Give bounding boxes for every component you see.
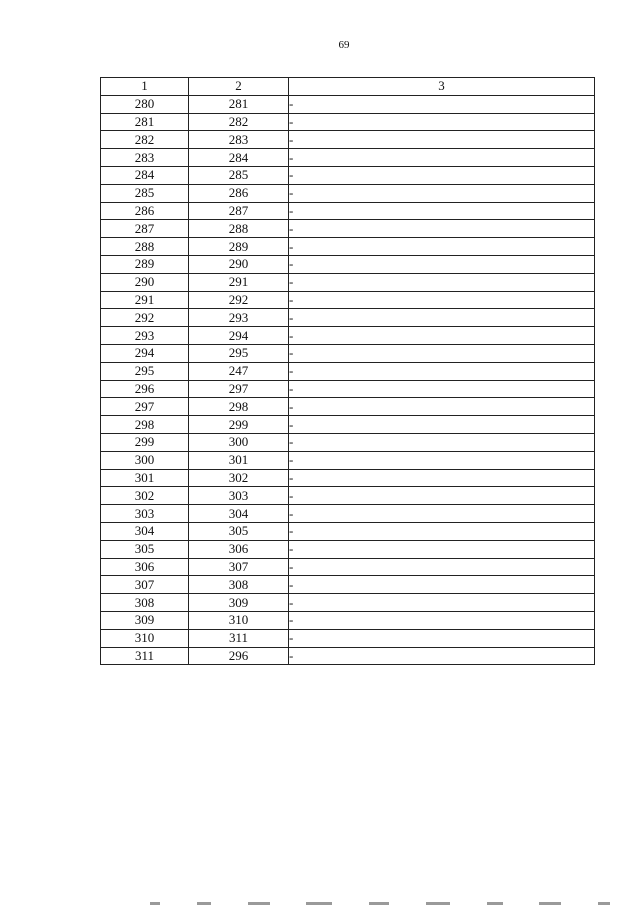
header-row xyxy=(101,78,595,96)
table-cell-col1: 293 xyxy=(101,327,189,345)
table-cell-col1: 309 xyxy=(101,611,189,629)
table-cell-col3: - xyxy=(289,433,595,451)
table-cell-col3: - xyxy=(289,558,595,576)
table-row xyxy=(101,398,595,416)
table-cell-col2: 284 xyxy=(189,149,289,167)
table-cell-col2: 286 xyxy=(189,184,289,202)
table-cell-col1: 300 xyxy=(101,451,189,469)
table-cell-col3: - xyxy=(289,380,595,398)
table-cell-col3: - xyxy=(289,166,595,184)
table-cell-col3: - xyxy=(289,113,595,131)
table-cell-col2: 281 xyxy=(189,95,289,113)
table-row xyxy=(101,647,595,665)
table-row xyxy=(101,611,595,629)
table-cell-col1: 298 xyxy=(101,416,189,434)
table-cell-col3: - xyxy=(289,309,595,327)
table-row xyxy=(101,131,595,149)
table-cell-col2: 247 xyxy=(189,362,289,380)
table-row xyxy=(101,95,595,113)
table-cell-col1: 290 xyxy=(101,273,189,291)
table-cell-col3: - xyxy=(289,95,595,113)
table-cell-col1: 299 xyxy=(101,433,189,451)
table-cell-col2: 309 xyxy=(189,594,289,612)
table-cell-col2: 308 xyxy=(189,576,289,594)
table-cell-col3: - xyxy=(289,273,595,291)
table-row xyxy=(101,505,595,523)
table-cell-col1: 308 xyxy=(101,594,189,612)
table-row xyxy=(101,540,595,558)
table-cell-col2: 310 xyxy=(189,611,289,629)
table-row xyxy=(101,309,595,327)
table-cell-col3: - xyxy=(289,611,595,629)
table-row xyxy=(101,380,595,398)
table-cell-col2: 300 xyxy=(189,433,289,451)
table-row xyxy=(101,327,595,345)
table-cell-col3: - xyxy=(289,594,595,612)
table-cell-col3: - xyxy=(289,220,595,238)
table-cell-col1: 292 xyxy=(101,309,189,327)
table-row xyxy=(101,451,595,469)
table-row xyxy=(101,273,595,291)
table-cell-col1: 296 xyxy=(101,380,189,398)
table-cell-col1: 286 xyxy=(101,202,189,220)
table-cell-col1: 288 xyxy=(101,238,189,256)
table-cell-col2: 292 xyxy=(189,291,289,309)
table-cell-col3: - xyxy=(289,451,595,469)
table-cell-col2: 306 xyxy=(189,540,289,558)
table-body xyxy=(101,95,595,665)
table-cell-col3: - xyxy=(289,291,595,309)
table-cell-col2: 288 xyxy=(189,220,289,238)
table-row xyxy=(101,344,595,362)
table-row xyxy=(101,433,595,451)
table-row xyxy=(101,166,595,184)
table-cell-col1: 303 xyxy=(101,505,189,523)
table-cell-col3: - xyxy=(289,149,595,167)
page-number: 69 xyxy=(338,39,350,51)
table-cell-col2: 303 xyxy=(189,487,289,505)
table-cell-col2: 302 xyxy=(189,469,289,487)
table-cell-col2: 285 xyxy=(189,166,289,184)
table-cell-col1: 294 xyxy=(101,344,189,362)
table-cell-col2: 294 xyxy=(189,327,289,345)
column-header-1: 1 xyxy=(101,78,189,96)
footer-scan-marks xyxy=(150,896,610,905)
table-cell-col1: 311 xyxy=(101,647,189,665)
table-row xyxy=(101,362,595,380)
data-table xyxy=(100,77,595,665)
table-row xyxy=(101,220,595,238)
table-cell-col2: 304 xyxy=(189,505,289,523)
table-cell-col1: 285 xyxy=(101,184,189,202)
table-row xyxy=(101,291,595,309)
table-cell-col2: 299 xyxy=(189,416,289,434)
table-cell-col3: - xyxy=(289,398,595,416)
table-row xyxy=(101,202,595,220)
table-cell-col3: - xyxy=(289,344,595,362)
table-cell-col1: 301 xyxy=(101,469,189,487)
table-cell-col2: 301 xyxy=(189,451,289,469)
table-cell-col2: 297 xyxy=(189,380,289,398)
table-row xyxy=(101,594,595,612)
table-cell-col1: 289 xyxy=(101,255,189,273)
table-cell-col1: 281 xyxy=(101,113,189,131)
table-cell-col3: - xyxy=(289,202,595,220)
table-cell-col3: - xyxy=(289,131,595,149)
table-cell-col3: - xyxy=(289,522,595,540)
table-row xyxy=(101,558,595,576)
table-row xyxy=(101,184,595,202)
table-row xyxy=(101,255,595,273)
table-cell-col1: 307 xyxy=(101,576,189,594)
table-row xyxy=(101,487,595,505)
table-cell-col3: - xyxy=(289,327,595,345)
table-row xyxy=(101,576,595,594)
table-cell-col2: 305 xyxy=(189,522,289,540)
table-row xyxy=(101,469,595,487)
table-cell-col1: 291 xyxy=(101,291,189,309)
table-cell-col1: 284 xyxy=(101,166,189,184)
table-cell-col2: 287 xyxy=(189,202,289,220)
table-cell-col2: 291 xyxy=(189,273,289,291)
table-cell-col1: 295 xyxy=(101,362,189,380)
table-cell-col3: - xyxy=(289,362,595,380)
table-cell-col3: - xyxy=(289,255,595,273)
table-cell-col2: 296 xyxy=(189,647,289,665)
table-row xyxy=(101,149,595,167)
column-header-2: 2 xyxy=(189,78,289,96)
table-cell-col1: 282 xyxy=(101,131,189,149)
table-cell-col2: 295 xyxy=(189,344,289,362)
table-cell-col2: 298 xyxy=(189,398,289,416)
table-cell-col2: 289 xyxy=(189,238,289,256)
table-cell-col2: 311 xyxy=(189,629,289,647)
table-cell-col3: - xyxy=(289,576,595,594)
table-cell-col3: - xyxy=(289,487,595,505)
table-row xyxy=(101,522,595,540)
table-cell-col1: 287 xyxy=(101,220,189,238)
table-header xyxy=(101,78,595,96)
table-cell-col1: 302 xyxy=(101,487,189,505)
table-cell-col3: - xyxy=(289,238,595,256)
table-cell-col1: 283 xyxy=(101,149,189,167)
table-cell-col3: - xyxy=(289,540,595,558)
table-cell-col1: 297 xyxy=(101,398,189,416)
table-cell-col1: 304 xyxy=(101,522,189,540)
table-cell-col2: 283 xyxy=(189,131,289,149)
column-header-3: 3 xyxy=(289,78,595,96)
table-cell-col2: 307 xyxy=(189,558,289,576)
table-cell-col1: 280 xyxy=(101,95,189,113)
table-cell-col3: - xyxy=(289,647,595,665)
table-row xyxy=(101,416,595,434)
table-cell-col1: 310 xyxy=(101,629,189,647)
table-cell-col1: 305 xyxy=(101,540,189,558)
table-cell-col2: 290 xyxy=(189,255,289,273)
table-row xyxy=(101,238,595,256)
table-cell-col3: - xyxy=(289,505,595,523)
table-cell-col1: 306 xyxy=(101,558,189,576)
table-cell-col3: - xyxy=(289,416,595,434)
table-cell-col3: - xyxy=(289,469,595,487)
table-cell-col3: - xyxy=(289,629,595,647)
table-cell-col2: 293 xyxy=(189,309,289,327)
table-cell-col2: 282 xyxy=(189,113,289,131)
table-cell-col3: - xyxy=(289,184,595,202)
table-row xyxy=(101,113,595,131)
table-row xyxy=(101,629,595,647)
